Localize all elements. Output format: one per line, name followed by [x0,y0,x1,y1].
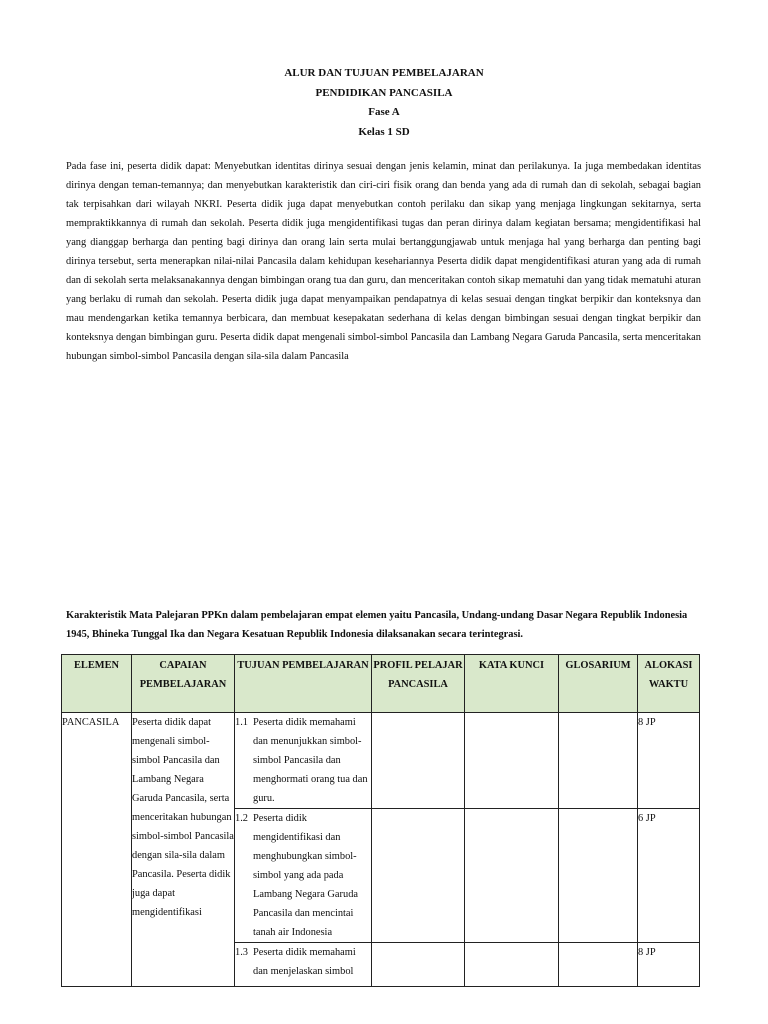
cell-alokasi-3: 8 JP [638,943,700,987]
objective-text: Peserta didik mengidentifikasi dan menghubungkan simbol-simbol yang ada pada Lambang Negara Garuda Pancasila dan mencintai tanah air Indonesia [253,813,359,938]
header-glosarium: GLOSARIUM [559,655,638,713]
header-capaian: CAPAIAN PEMBELAJARAN [132,655,235,713]
cell-tujuan-2 [235,809,372,943]
capaian-text: Peserta didik dapat mengenali simbol-simbol Pancasila dan Lambang Negara Garuda Pancasila, serta menceritakan hubungan simbol-simbol Pancasila dengan sila-sila dalam Pancasila. Peserta didik juga dapat mengidentifikasi [132,717,234,918]
cell-tujuan-3 [235,943,372,987]
cell-profil-1 [372,713,465,809]
cell-alokasi-2: 6 JP [638,809,700,943]
title-line-4: Kelas 1 SD [358,125,410,138]
cell-elemen: PANCASILA [62,713,132,987]
header-tujuan: TUJUAN PEMBELAJARAN [235,655,372,713]
objective-text: Peserta didik memahami dan menunjukkan simbol-simbol Pancasila dan menghormati orang tua dan guru. [253,717,368,804]
objective-text: Peserta didik memahami dan menjelaskan simbol [253,947,356,977]
intro-statement: Karakteristik Mata Palejaran PPKn dalam pembelajaran empat elemen yaitu Pancasila, Undang-undang Dasar Negara Republik Indonesia 1945, Bhineka Tunggal Ika dan Negara Kesatuan Republik Indonesia dilaksanakan secara terintegrasi. [66,610,688,640]
cell-tujuan-1 [235,713,372,809]
cell-profil-2 [372,809,465,943]
document-title [0,64,768,142]
cell-kata-kunci-1 [465,713,559,809]
title-line-2: PENDIDIKAN PANCASILA [315,86,453,99]
header-kata-kunci: KATA KUNCI [465,655,559,713]
objective-number: 1.1 [235,717,248,728]
cell-kata-kunci-3 [465,943,559,987]
learning-objectives-table [61,654,700,987]
header-profil: PROFIL PELAJAR PANCASILA [372,655,465,713]
cell-capaian [132,713,235,987]
cell-kata-kunci-2 [465,809,559,943]
table-row [62,713,700,809]
cell-glosarium-1 [559,713,638,809]
description-paragraph: Pada fase ini, peserta didik dapat: Menyebutkan identitas dirinya sesuai dengan jenis kelamin, minat dan perilakunya. Ia juga membedakan identitas dirinya dengan teman-temannya; dan menyebutkan karakteristik dan ciri-ciri fisik orang dan benda yang ada di rumah dan di sekolah, sebagai bagian tak terpisahkan dari wilayah NKRI. Peserta didik juga dapat menyebutkan contoh perilaku dan sikap yang menjaga lingkungan sekitarnya, serta mempraktikkannya di rumah dan sekolah. Peserta didik juga mengidentifikasi tugas dan peran dirinya dalam kegiatan bersama; mengidentifikasi hal yang dianggap berharga dan penting bagi dirinya dan orang lain serta mulai bertanggungjawab untuk menjaga hal yang berharga dan penting bagi dirinya tersebut, serta menerapkan nilai-nilai Pancasila dalam kehidupan kesehariannya Peserta didik dapat mengidentifikasi aturan yang ada di rumah dan di sekolah serta melaksanakannya dengan bimbingan orang tua dan guru, dan menceritakan contoh sikap mematuhi dan yang tidak mematuhi aturan yang berlaku di rumah dan sekolah. Peserta didik juga dapat menyampaikan pendapatnya di kelas sesuai dengan tingkat berpikir dan konteksnya dan mau mendengarkan ketika temannya berbicara, dan membuat kesepakatan sederhana di kelas dengan bimbingan sesuai dengan tingkat berpikir dan konteksnya dengan bimbingan guru. Peserta didik dapat mengenali simbol-simbol Pancasila dan Lambang Negara Garuda Pancasila, serta menceritakan hubungan simbol-simbol Pancasila dengan sila-sila dalam Pancasila [66,161,701,362]
header-alokasi: ALOKASI WAKTU [638,655,700,713]
title-line-1: ALUR DAN TUJUAN PEMBELAJARAN [284,67,484,79]
cell-glosarium-3 [559,943,638,987]
header-elemen: ELEMEN [62,655,132,713]
cell-glosarium-2 [559,809,638,943]
cell-alokasi-1: 8 JP [638,713,700,809]
objective-number: 1.2 [235,813,248,824]
objective-number: 1.3 [235,947,248,958]
table-header-row [62,655,700,713]
title-line-3: Fase A [368,106,400,118]
cell-profil-3 [372,943,465,987]
